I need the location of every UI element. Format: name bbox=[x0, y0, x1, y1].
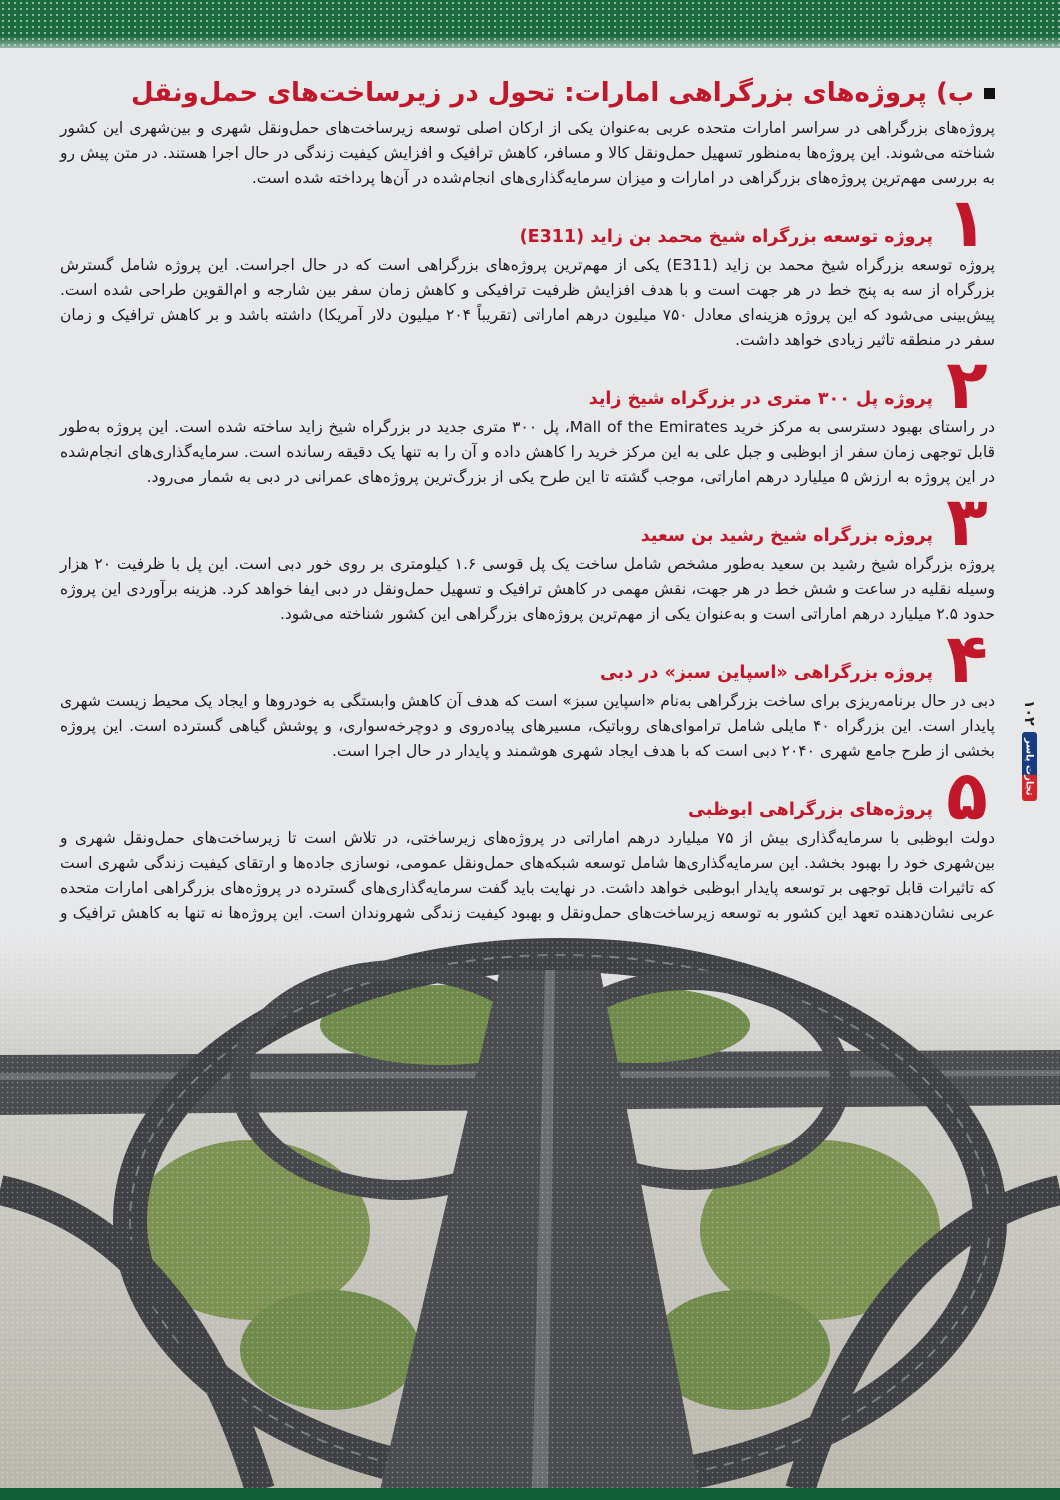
top-band-fade bbox=[0, 36, 1060, 56]
project-item bbox=[60, 483, 995, 627]
project-number: ۵ bbox=[946, 757, 988, 836]
bottom-decorative-band bbox=[0, 1488, 1060, 1500]
bullet-square-icon bbox=[984, 88, 995, 99]
project-title: پروژه پل ۳۰۰ متری در بزرگراه شیخ زاید bbox=[588, 389, 933, 409]
project-item-header bbox=[60, 620, 995, 699]
project-body: پروژه توسعه بزرگراه شیخ محمد بن زاید (E311) یکی از مهم‌ترین پروژه‌های بزرگراهی است که در حال اجراست. این پروژه شامل گسترش بزرگراه از سه به پنج خط در هر جهت است و با هدف افزایش ظرفیت ترافیکی و کاهش زمان سفر بین شارجه و ام‌القوین طراحی شده است. پیش‌بینی می‌شود که این پروژه هزینه‌ای معادل ۷۵۰ میلیون درهم اماراتی (تقریباً ۲۰۴ میلیون دلار آمریکا) داشته باشد و بر کاهش ترافیک و زمان سفر در منطقه تاثیر زیادی خواهد داشت. bbox=[60, 256, 996, 349]
project-body: دولت ابوظبی با سرمایه‌گذاری بیش از ۷۵ میلیارد درهم اماراتی در پروژه‌های زیرساختی، در تلاش است تا زیرساخت‌های حمل‌ونقل شهری و بین‌شهری خود را بهبود بخشد. این سرمایه‌گذاری‌ها شامل توسعه شبکه‌های حمل‌ونقل عمومی، نوسازی جاده‌ها و ارتقای کیفیت زندگی شهری است که تاثیرات قابل توجهی بر توسعه پایدار ابوظبی خواهد داشت. در نهایت باید گفت سرمایه‌گذاری‌های گسترده در پروژه‌های بزرگراهی امارات متحده عربی نشان‌دهنده تعهد این کشور به توسعه زیرساخت‌های حمل‌ونقل و بهبود کیفیت زندگی شهروندان است. این پروژه‌ها نه تنها به کاهش ترافیک و bbox=[60, 829, 995, 922]
section-title: ب) پروژه‌های بزرگراهی امارات: تحول در زیرساخت‌های حمل‌ونقل bbox=[130, 78, 974, 108]
project-title: پروژه‌های بزرگراهی ابوظبی bbox=[688, 800, 933, 820]
section-intro: پروژه‌های بزرگراهی در سراسر امارات متحده عربی به‌عنوان یکی از ارکان اصلی توسعه زیرساخت‌های حمل‌ونقل شهری و بین‌شهری این کشور شناخته می‌شوند. این پروژه‌ها به‌منظور تسهیل حمل‌ونقل کالا و مسافر، کاهش ترافیک و افزایش کیفیت زندگی در حال اجرا هستند. در متن پیش رو به بررسی مهم‌ترین پروژه‌های بزرگراهی در امارات و میزان سرمایه‌گذاری‌های انجام‌شده در آن‌ها پرداخته شده است. bbox=[60, 119, 995, 187]
project-item-header bbox=[60, 757, 995, 836]
project-body: در راستای بهبود دسترسی به مرکز خرید Mall of the Emirates، پل ۳۰۰ متری جدید در بزرگراه شیخ زاید ساخته شده است. این پروژه به‌طور قابل توجهی زمان سفر از ابوظبی و جبل علی به این مرکز خرید را کاهش داده و آن را به تنها یک دقیقه رسانده است. سرمایه‌گذاری‌های انجام‌شده در این پروژه به ارزش ۵ میلیارد درهم اماراتی، موجب گشته تا این طرح یکی از بزرگ‌ترین پروژه‌های عمرانی در دبی به شمار می‌رود. bbox=[60, 418, 995, 486]
project-body: دبی در حال برنامه‌ریزی برای ساخت بزرگراهی به‌نام «اسپاین سبز» است که هدف آن کاهش وابستگی به خودروها و ایجاد یک محیط زیست شهری پایدار است. این بزرگراه ۴۰ مایلی شامل تراموای‌های روباتیک، مسیرهای پیاده‌روی و دوچرخه‌سواری، و پوشش گیاهی گسترده است. این پروژه بخشی از طرح جامع شهری ۲۰۴۰ دبی است که با هدف ایجاد شهری هوشمند و پایدار در حال اجرا است. bbox=[60, 692, 995, 760]
project-item bbox=[60, 184, 996, 353]
project-title: پروژه توسعه بزرگراه شیخ محمد بن زاید (E311) bbox=[519, 227, 933, 247]
section-header bbox=[60, 78, 995, 108]
page-number: ۱۰۲ bbox=[1021, 700, 1037, 726]
project-number: ۲ bbox=[946, 346, 988, 425]
highway-interchange-illustration bbox=[0, 930, 1060, 1490]
interchange-photo bbox=[0, 930, 1060, 1490]
project-number: ۳ bbox=[946, 483, 988, 562]
project-item-header bbox=[60, 483, 995, 562]
project-title: پروژه بزرگراه شیخ رشید بن سعید bbox=[640, 526, 933, 546]
article bbox=[60, 78, 995, 976]
project-body: پروژه بزرگراه شیخ رشید بن سعید به‌طور مشخص شامل ساخت یک پل قوسی ۱.۶ کیلومتری بر روی خور دبی است. این پل با ظرفیت ۲۰ هزار وسیله نقلیه در ساعت و شش خط در هر جهت، نقش مهمی در کاهش ترافیک و تسهیل حمل‌ونقل در دبی ایفا خواهد کرد. هزینه برآوردی این پروژه حدود ۲.۵ میلیارد درهم اماراتی است و به‌عنوان یکی از مهم‌ترین پروژه‌های بزرگراهی این کشور شناخته می‌شود. bbox=[60, 555, 995, 623]
project-title: پروژه بزرگراهی «اسپاین سبز» در دبی bbox=[599, 663, 933, 683]
project-number: ۱ bbox=[946, 184, 988, 263]
project-item-header bbox=[60, 184, 995, 263]
project-item-header bbox=[60, 346, 995, 425]
page-side-mark bbox=[1014, 700, 1044, 801]
project-item bbox=[60, 620, 995, 764]
project-number: ۴ bbox=[946, 620, 988, 699]
brand-logo: تجارت یاسر bbox=[1022, 732, 1037, 802]
project-item bbox=[60, 346, 995, 490]
